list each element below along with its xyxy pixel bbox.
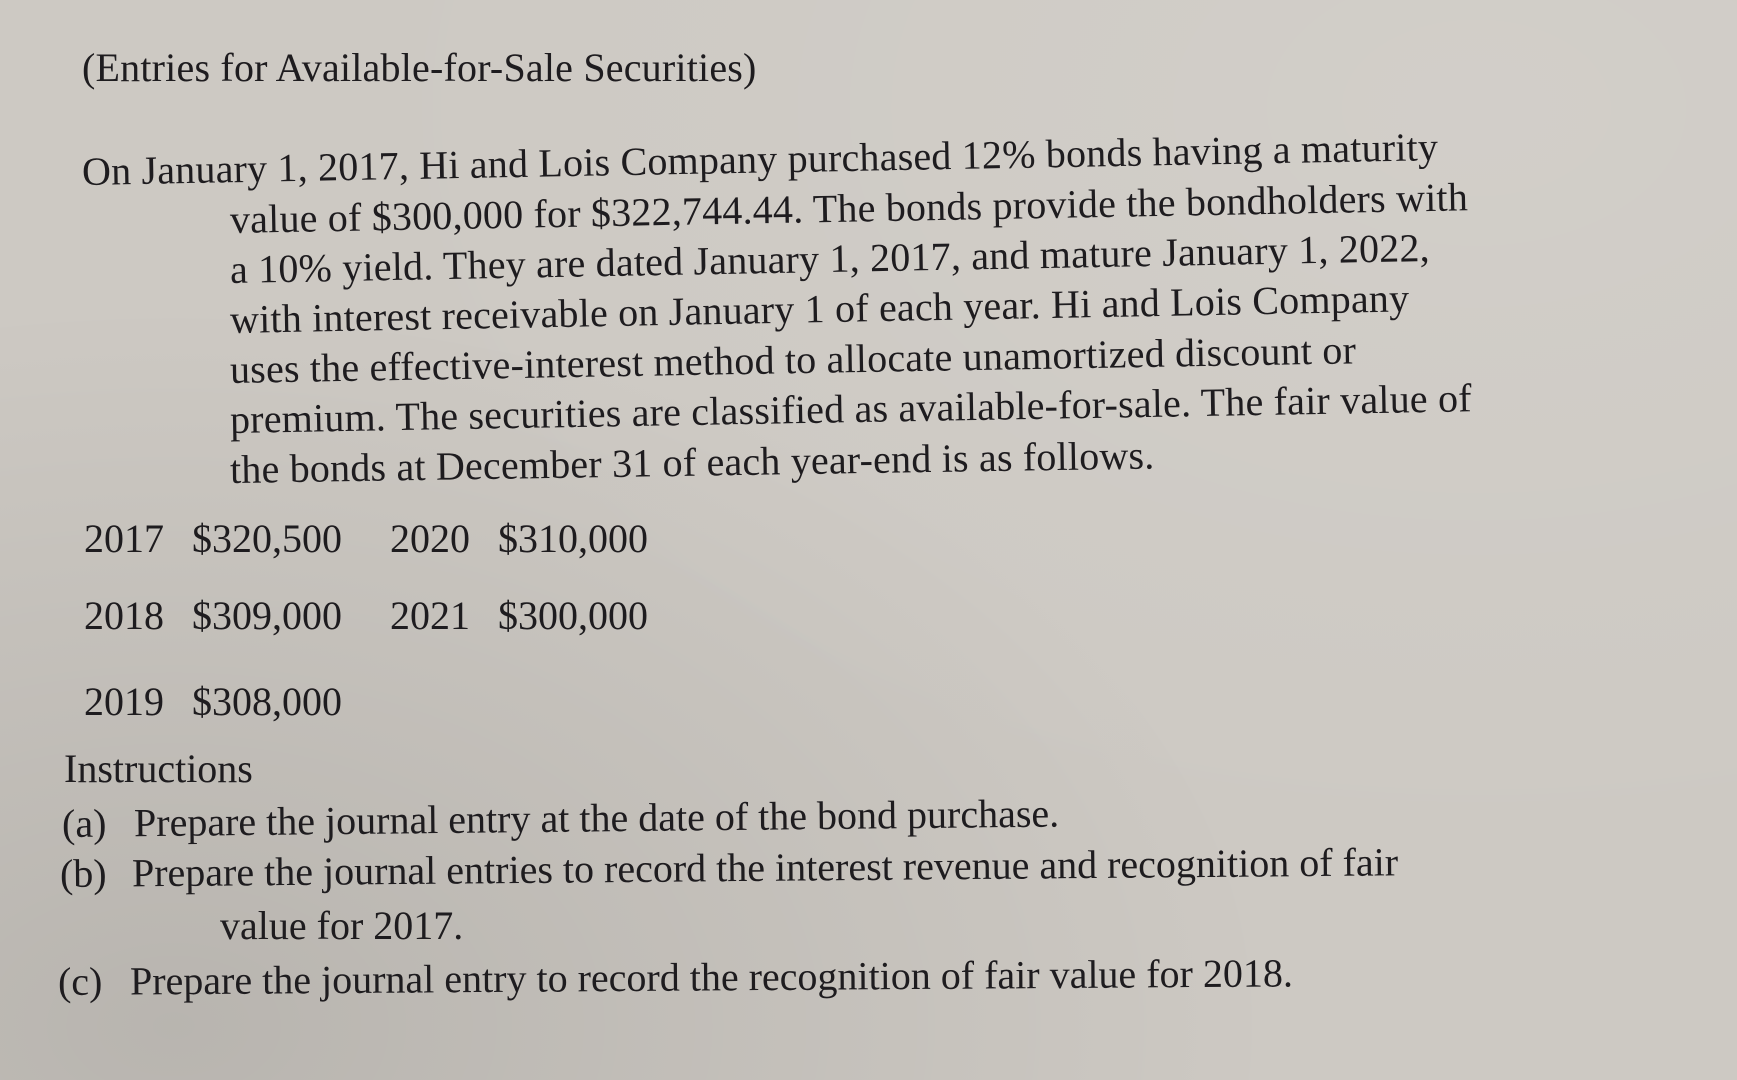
fair-value-amount: $308,000: [192, 679, 342, 724]
fair-value-year: 2020: [390, 516, 470, 561]
instruction-text: Prepare the journal entry at the date of the bond purchase.: [133, 790, 1060, 846]
instruction-label: (b): [59, 850, 107, 896]
fair-value-year: 2018: [84, 593, 164, 638]
instruction-label: (c): [57, 958, 103, 1004]
instruction-text: Prepare the journal entries to record the interest revenue and recognition of fair: [131, 839, 1399, 896]
fair-value-row: [84, 678, 362, 726]
fair-value-row: [84, 592, 668, 640]
fair-value-year: 2017: [84, 516, 164, 561]
paragraph-line-5: uses the effective-interest method to allocate unamortized discount or: [229, 327, 1357, 392]
instruction-b: [60, 838, 1399, 898]
fair-value-amount: $300,000: [498, 593, 648, 638]
instruction-b-continued: value for 2017.: [220, 903, 464, 948]
paragraph-line-4: with interest receivable on January 1 of each year. Hi and Lois Company: [229, 275, 1410, 342]
paragraph-line-6: premium. The securities are classified as available-for-sale. The fair value of: [229, 375, 1473, 442]
paragraph-line-3: a 10% yield. They are dated January 1, 2017, and mature January 1, 2022,: [229, 225, 1431, 292]
instructions-heading: Instructions: [64, 746, 253, 791]
instruction-a: [62, 790, 1060, 848]
fair-value-row: [84, 515, 668, 563]
fair-value-amount: $320,500: [192, 516, 342, 561]
instruction-label: (a): [61, 800, 107, 846]
paragraph-line-1: On January 1, 2017, Hi and Lois Company purchased 12% bonds having a maturity: [81, 124, 1439, 194]
paragraph-line-7: the bonds at December 31 of each year-end is as follows.: [229, 432, 1155, 492]
instruction-c: [58, 949, 1293, 1006]
fair-value-amount: $310,000: [498, 516, 648, 561]
paragraph-line-2: value of $300,000 for $322,744.44. The bonds provide the bondholders with: [229, 174, 1469, 242]
fair-value-amount: $309,000: [192, 593, 342, 638]
fair-value-year: 2021: [390, 593, 470, 638]
fair-value-year: 2019: [84, 679, 164, 724]
instruction-text: Prepare the journal entry to record the recognition of fair value for 2018.: [129, 950, 1294, 1004]
problem-title: (Entries for Available-for-Sale Securities): [82, 45, 757, 90]
